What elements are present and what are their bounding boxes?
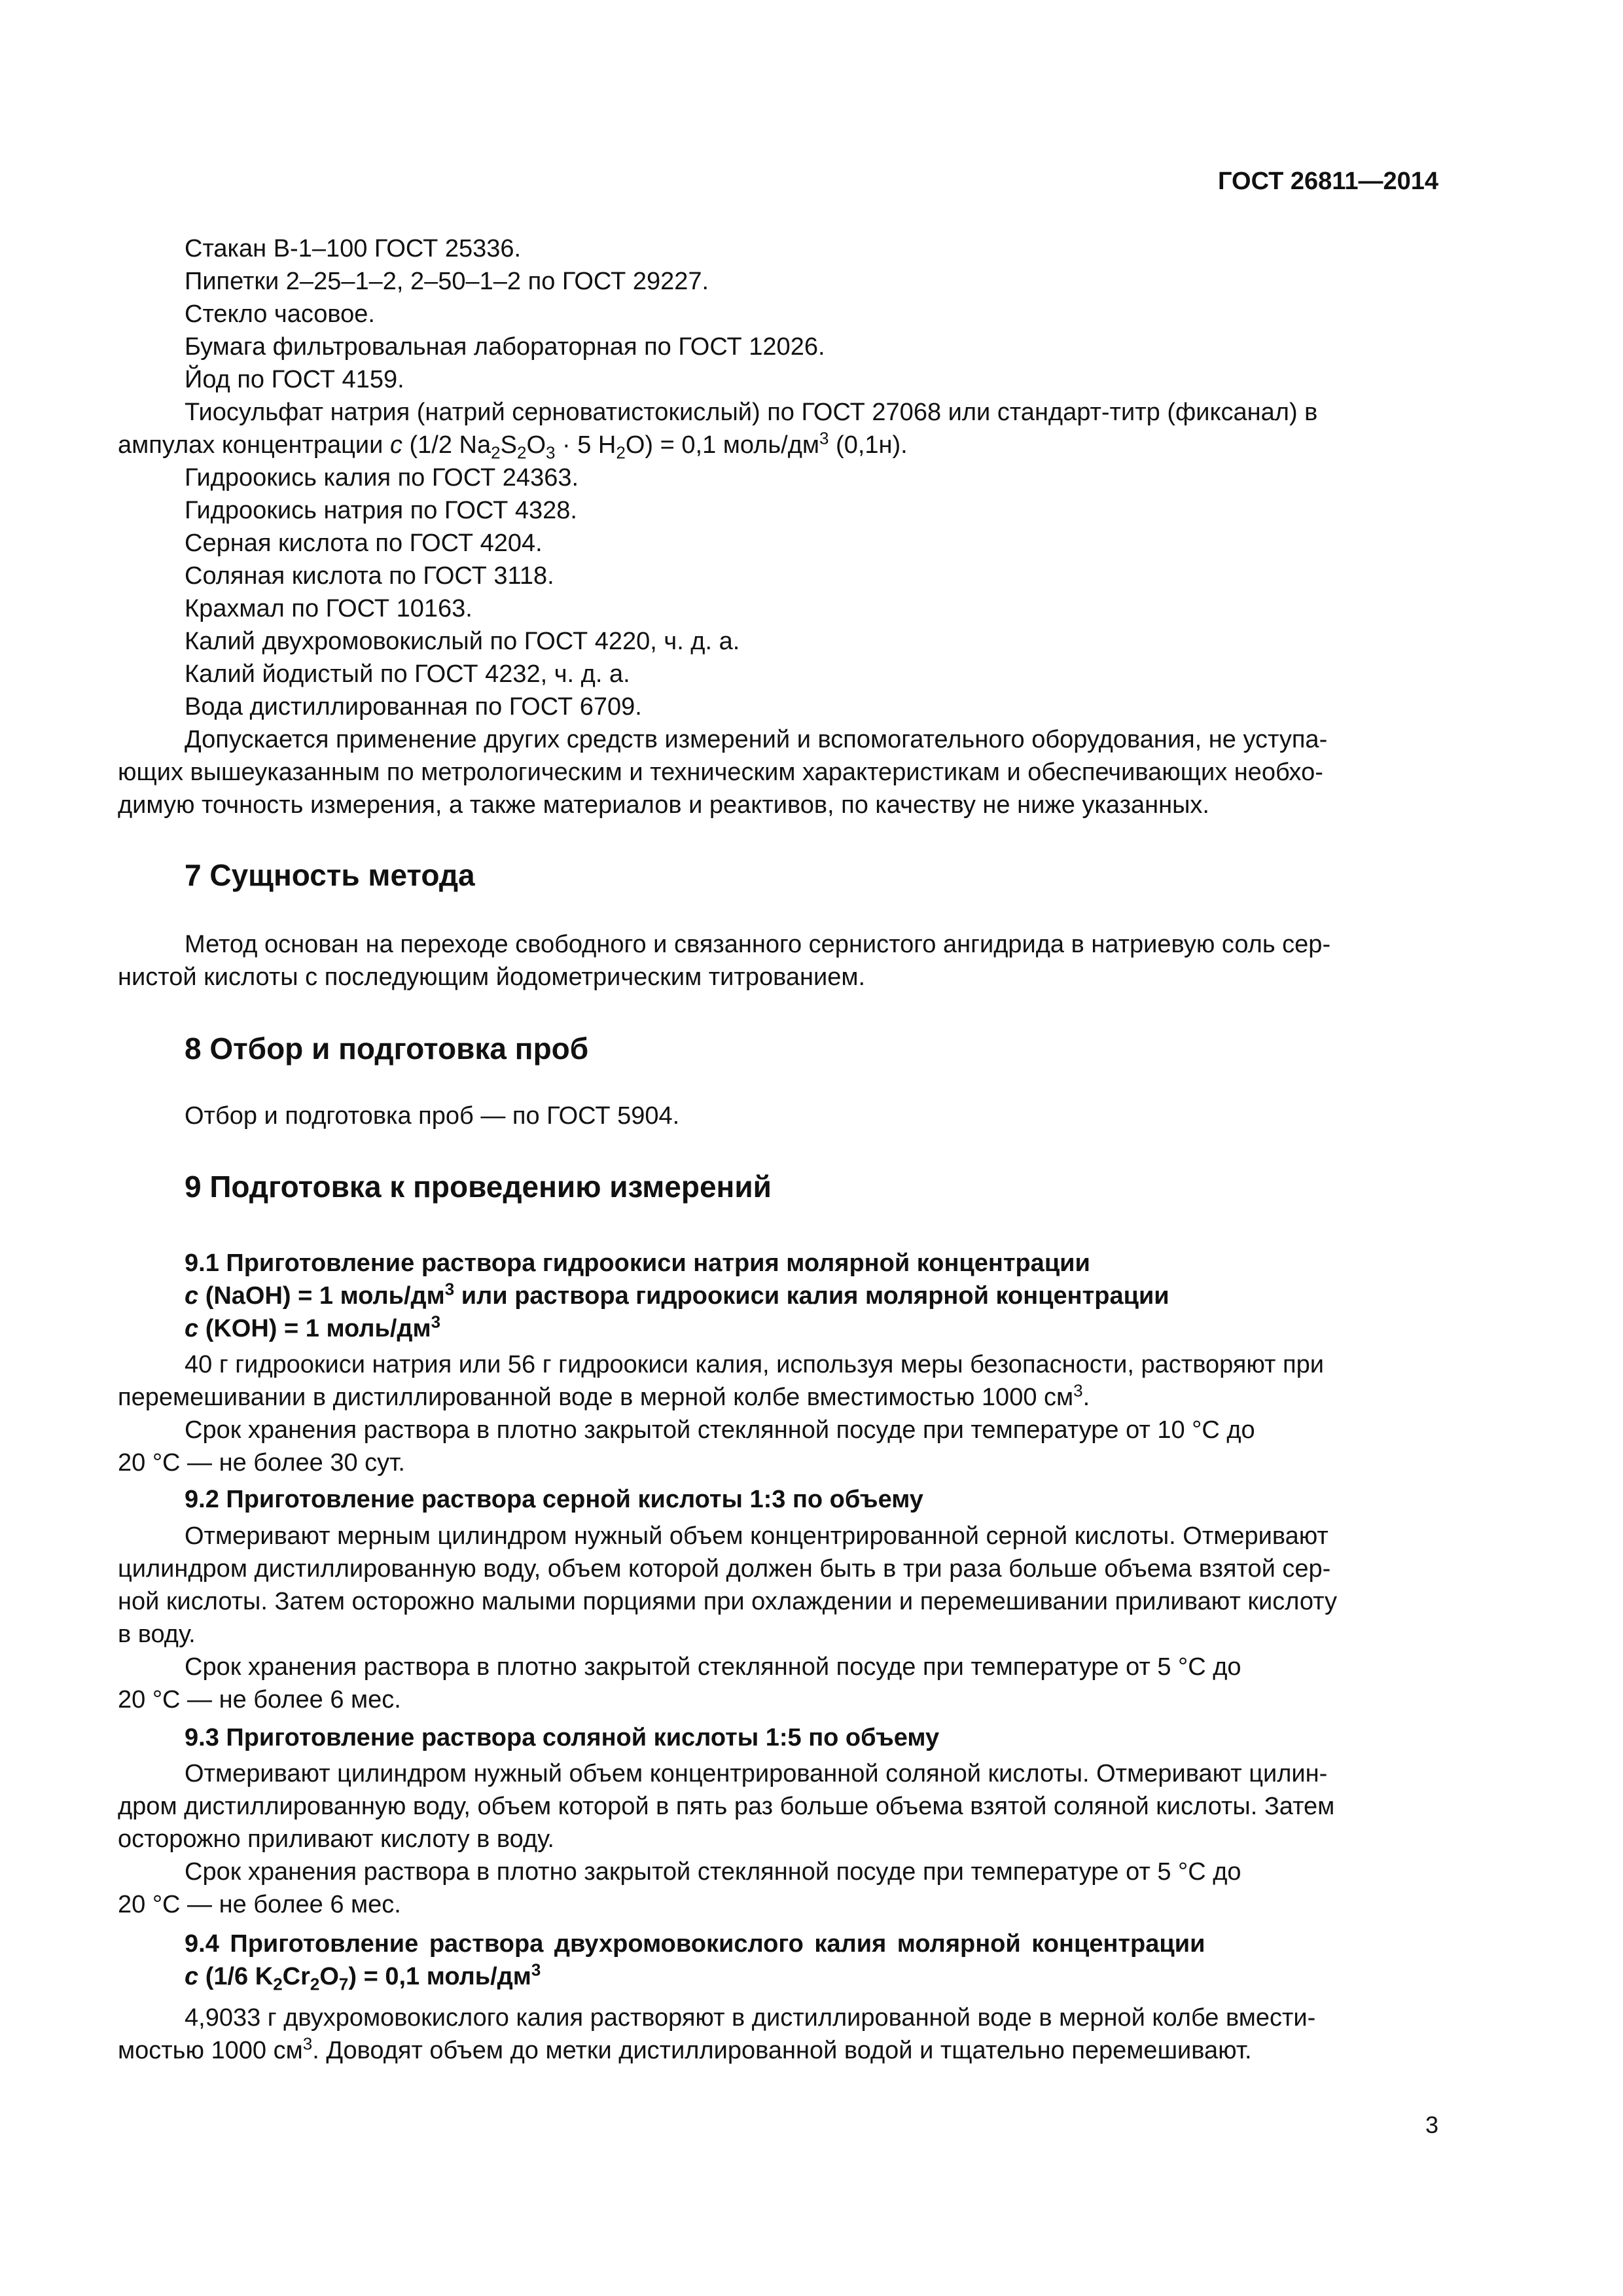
section-9-title: 9 Подготовка к проведению измерений bbox=[185, 1170, 772, 1204]
list-item: Калий йодистый по ГОСТ 4232, ч. д. а. bbox=[185, 660, 630, 688]
subsection-9-1-title-cont: c (KOH) = 1 моль/$дм^3$ bbox=[185, 1312, 441, 1342]
paragraph-line: Отмеривают цилиндром нужный объем концентрированной соляной кислоты. Отмеривают цилин- bbox=[185, 1760, 1328, 1787]
list-item: Стекло часовое. bbox=[185, 300, 375, 328]
paragraph-line: цилиндром дистиллированную воду, объем которой должен быть в три раза больше объема взятой сер- bbox=[118, 1555, 1331, 1583]
section-8-title: 8 Отбор и подготовка проб bbox=[185, 1031, 589, 1066]
subsection-9-1-title: 9.1 Приготовление раствора гидроокиси натрия молярной концентрации bbox=[185, 1249, 1090, 1277]
list-item: Серная кислота по ГОСТ 4204. bbox=[185, 529, 543, 557]
paragraph-line: Допускается применение других средств измерений и вспомогательного оборудования, не уступа- bbox=[185, 726, 1328, 753]
list-item: Гидроокись калия по ГОСТ 24363. bbox=[185, 464, 579, 492]
paragraph-line: дром дистиллированную воду, объем которой в пять раз больше объема взятой соляной кислоты. Затем bbox=[118, 1793, 1335, 1820]
list-item: Калий двухромовокислый по ГОСТ 4220, ч. д. а. bbox=[185, 628, 740, 655]
subsection-9-3-title: 9.3 Приготовление раствора соляной кислоты 1:5 по объему bbox=[185, 1724, 940, 1751]
subsection-9-2-title: 9.2 Приготовление раствора серной кислоты 1:3 по объему bbox=[185, 1486, 923, 1513]
paragraph-line: Метод основан на переходе свободного и связанного сернистого ангидрида в натриевую соль сер- bbox=[185, 931, 1331, 958]
subsection-9-1-title-cont: c (NaOH) = 1 моль/$дм^3$ или раствора гидроокиси калия молярной концентрации bbox=[185, 1279, 1169, 1310]
subsection-9-4-title: 9.4 Приготовление раствора двухромовокислого калия молярной концентрации bbox=[185, 1930, 1205, 1958]
paragraph-line: Срок хранения раствора в плотно закрытой стеклянной посуде при температуре от 5 °С до bbox=[185, 1653, 1241, 1681]
list-item: Бумага фильтровальная лабораторная по ГОСТ 12026. bbox=[185, 333, 825, 361]
paragraph-line: ной кислоты. Затем осторожно малыми порциями при охлаждении и перемешивании приливают кислоту bbox=[118, 1588, 1337, 1615]
paragraph-line: ющих вышеуказанным по метрологическим и техническим характеристикам и обеспечивающих необхо- bbox=[118, 759, 1323, 786]
list-item: Пипетки 2–25–1–2, 2–50–1–2 по ГОСТ 29227. bbox=[185, 268, 709, 295]
paragraph-line: нистой кислоты с последующим йодометрическим титрованием. bbox=[118, 963, 866, 991]
paragraph-line: осторожно приливают кислоту в воду. bbox=[118, 1825, 554, 1853]
list-item: Тиосульфат натрия (натрий серноватистокислый) по ГОСТ 27068 или стандарт-титр (фиксанал) в bbox=[185, 399, 1318, 426]
paragraph-line: Отмеривают мерным цилиндром нужный объем концентрированной серной кислоты. Отмеривают bbox=[185, 1522, 1329, 1550]
paragraph-line: перемешивании в дистиллированной воде в мерной колбе вместимостью 1000 $см^3$. bbox=[118, 1380, 1090, 1411]
list-item: Стакан В-1–100 ГОСТ 25336. bbox=[185, 235, 522, 262]
paragraph-line: Отбор и подготовка проб — по ГОСТ 5904. bbox=[185, 1102, 680, 1130]
standard-header: ГОСТ 26811—2014 bbox=[1218, 168, 1438, 195]
paragraph-line: 20 °С — не более 6 мес. bbox=[118, 1686, 401, 1713]
list-item: Гидроокись натрия по ГОСТ 4328. bbox=[185, 497, 577, 524]
paragraph-line: 20 °С — не более 30 сут. bbox=[118, 1449, 405, 1477]
list-item: Соляная кислота по ГОСТ 3118. bbox=[185, 562, 554, 590]
page-number: 3 bbox=[1425, 2111, 1438, 2138]
subsection-9-4-title-cont: c (1/6 $K_2Cr_2O_7) = 0,1$ моль/$дм^3$ bbox=[185, 1960, 541, 1994]
paragraph-line: 40 г гидроокиси натрия или 56 г гидроокиси калия, используя меры безопасности, растворяют при bbox=[185, 1351, 1324, 1378]
list-item: Крахмал по ГОСТ 10163. bbox=[185, 595, 473, 622]
paragraph-line: 4,9033 г двухромовокислого калия растворяют в дистиллированной воде в мерной колбе вмести- bbox=[185, 2004, 1316, 2032]
paragraph-line: в воду. bbox=[118, 1621, 196, 1648]
thiosulfate-concentration: ампулах концентрации c (1/2 $Na_2S_2O_3 \cdot 5$ $H_2O) = 0,1$ моль/$дм^3$ (0,1н). bbox=[118, 428, 908, 463]
paragraph-line: Срок хранения раствора в плотно закрытой стеклянной посуде при температуре от 10 °С до bbox=[185, 1416, 1255, 1444]
list-item: Йод по ГОСТ 4159. bbox=[185, 366, 404, 393]
paragraph-line: Срок хранения раствора в плотно закрытой стеклянной посуде при температуре от 5 °С до bbox=[185, 1858, 1241, 1886]
section-7-title: 7 Сущность метода bbox=[185, 858, 475, 892]
list-item: Вода дистиллированная по ГОСТ 6709. bbox=[185, 693, 642, 721]
paragraph-line: мостью 1000 $см^3$. Доводят объем до метки дистиллированной водой и тщательно перемешивают. bbox=[118, 2034, 1252, 2064]
paragraph-line: димую точность измерения, а также материалов и реактивов, по качеству не ниже указанных. bbox=[118, 791, 1209, 819]
paragraph-line: 20 °С — не более 6 мес. bbox=[118, 1891, 401, 1918]
